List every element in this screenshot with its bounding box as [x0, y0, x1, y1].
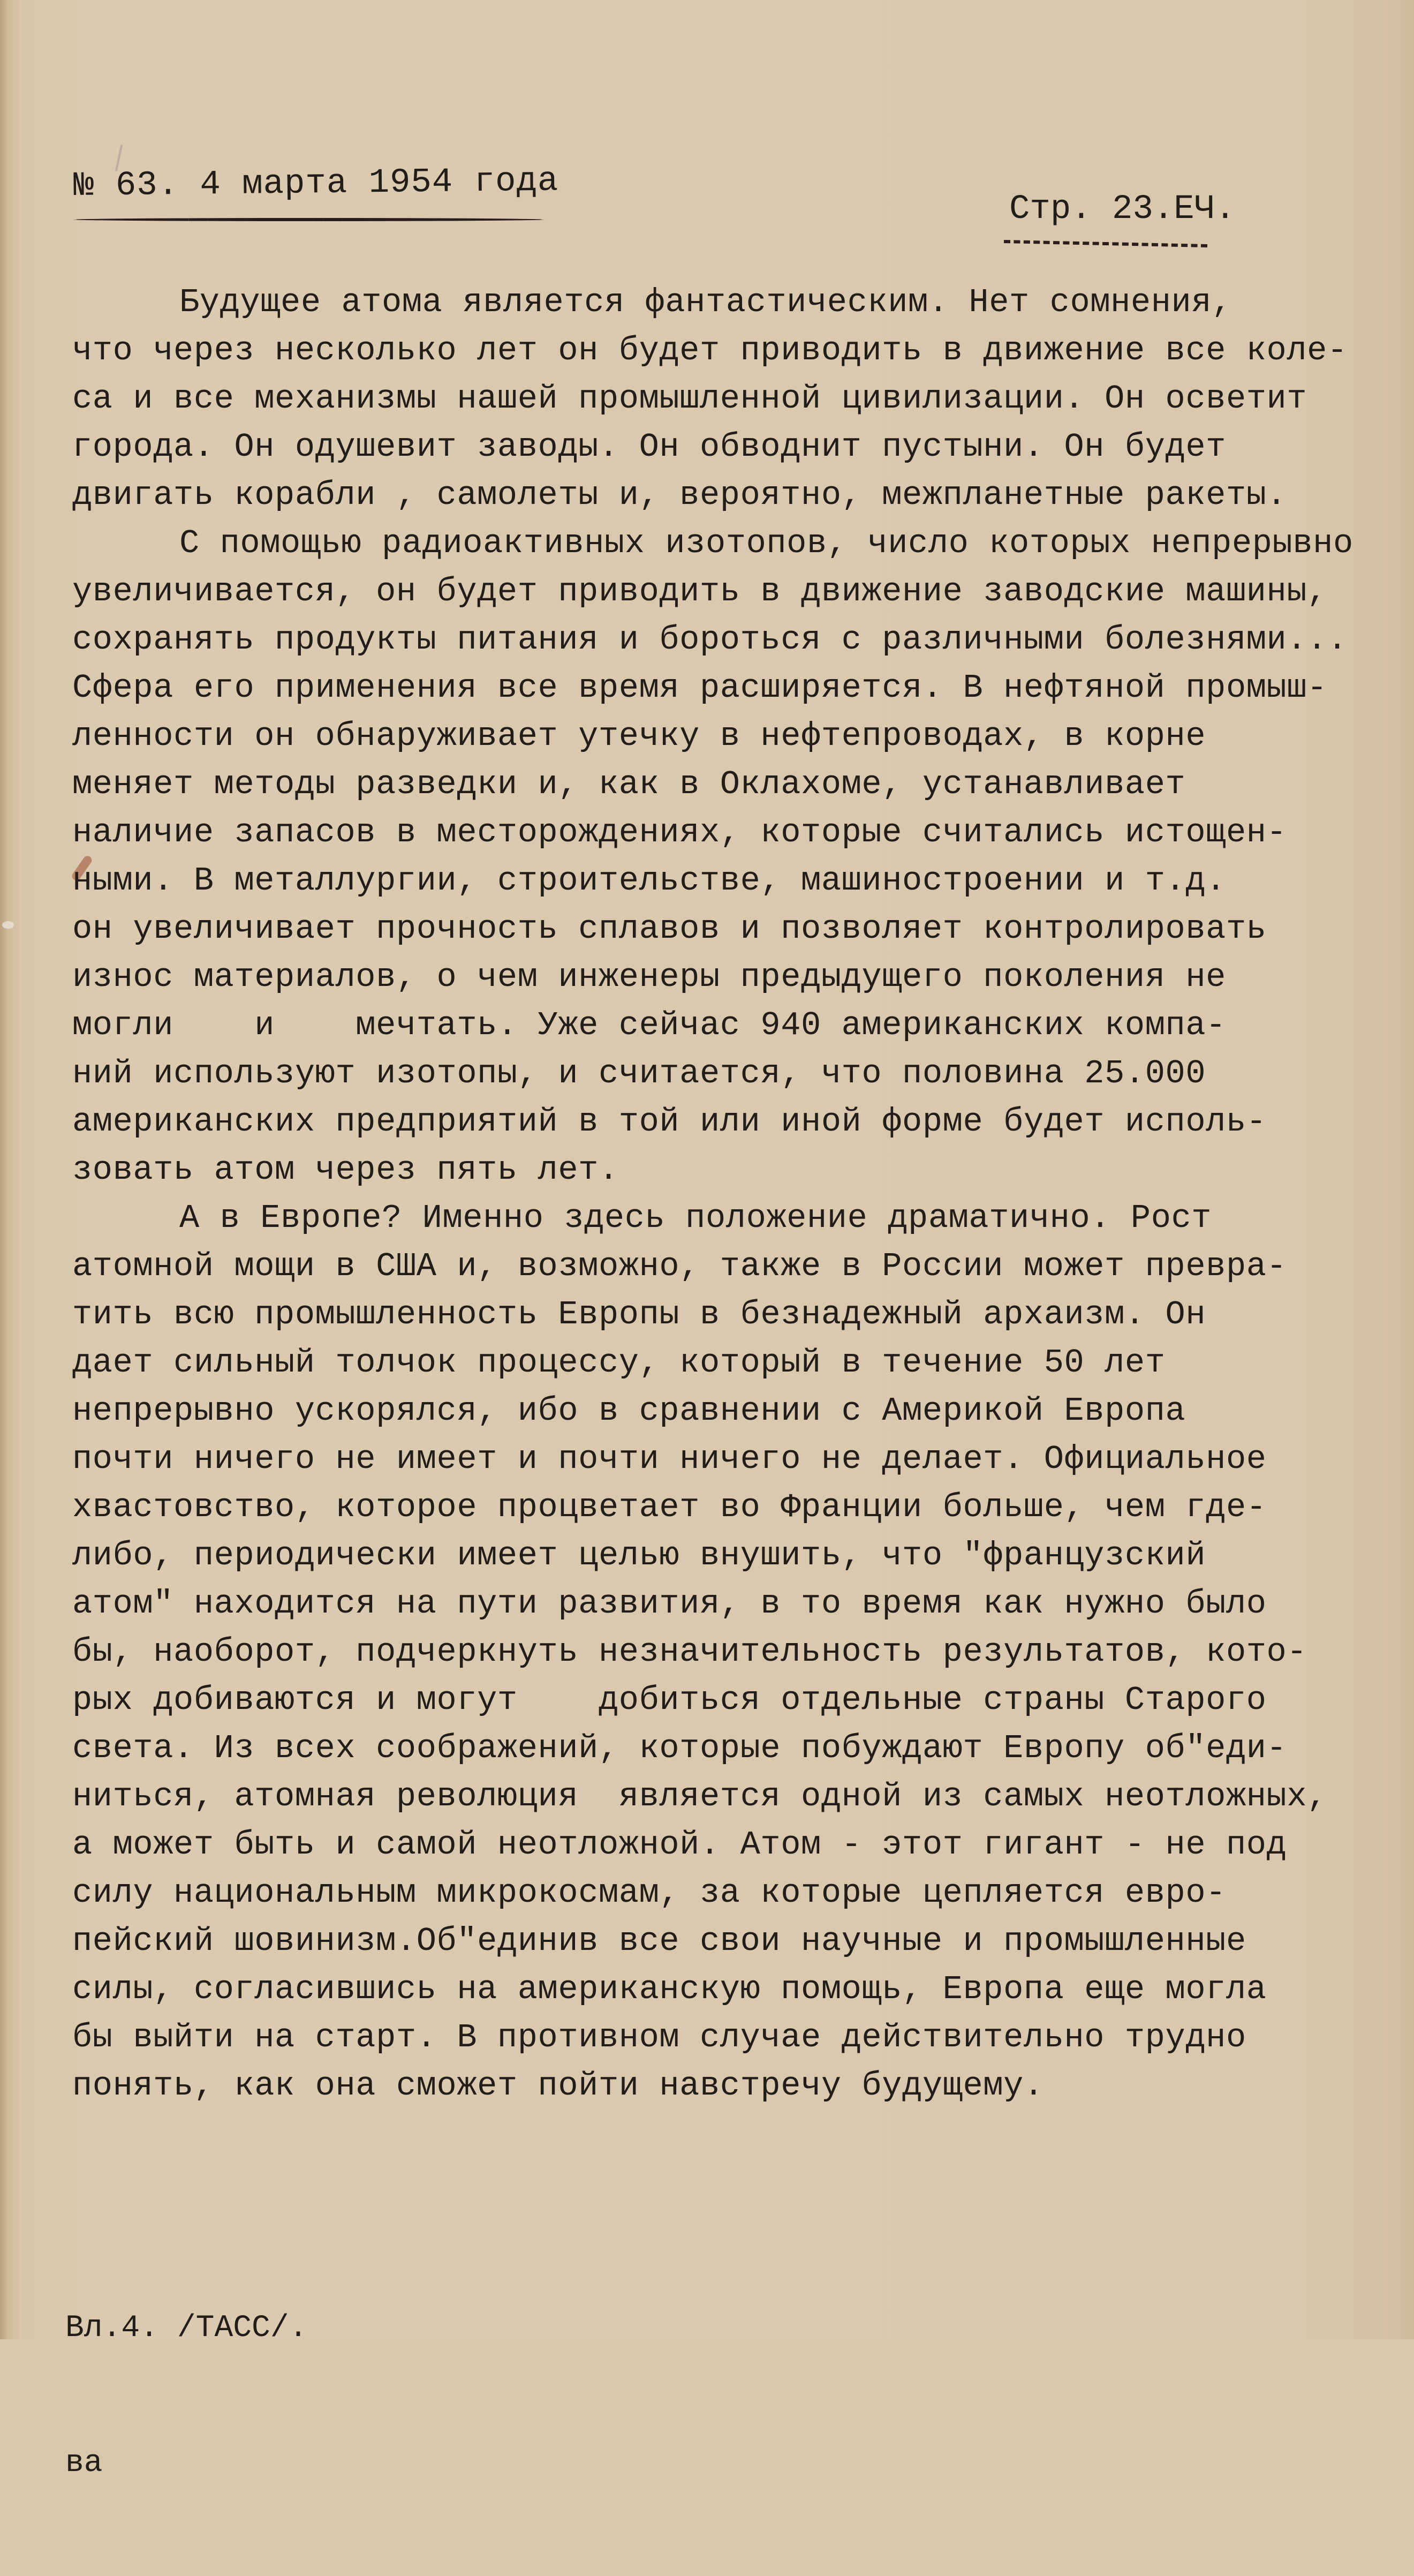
typist-initials: ва: [65, 2446, 103, 2481]
text-line: света. Из всех соображений, которые побуждают Европу об"еди-: [72, 1729, 1287, 1767]
text-line: бы, наоборот, подчеркнуть незначительность результатов, кото-: [72, 1633, 1307, 1671]
text-line: силу национальным микрокосмам, за которые цепляется евро-: [72, 1874, 1226, 1912]
text-line: увеличивается, он будет приводить в движение заводские машины,: [72, 573, 1327, 611]
paragraph-first-line: С помощью радиоактивных изотопов, число которых непрерывно: [179, 524, 1353, 562]
text-line: меняет методы разведки и, как в Оклахоме, устанавливает: [72, 765, 1186, 803]
text-line: атом" находится на пути развития, в то время как нужно было: [72, 1585, 1267, 1623]
footer: [65, 2216, 307, 2576]
text-line: силы, согласившись на американскую помощь, Европа еще могла: [72, 1970, 1267, 2008]
text-line: пейский шовинизм.Об"единив все свои научные и промышленные: [72, 1922, 1246, 1960]
text-line: города. Он одушевит заводы. Он обводнит пустыни. Он будет: [72, 428, 1226, 466]
text-line: ниться, атомная революция является одной из самых неотложных,: [72, 1777, 1327, 1816]
text-line: американских предприятий в той или иной форме будет исполь-: [72, 1103, 1267, 1141]
text-line: бы выйти на старт. В противном случае действительно трудно: [72, 2018, 1246, 2057]
paragraph-first-line: Будущее атома является фантастическим. Нет сомнения,: [179, 283, 1232, 321]
text-line: са и все механизмы нашей промышленной цивилизации. Он осветит: [72, 380, 1307, 418]
page-number-underline: [1004, 240, 1207, 247]
text-line: хвастовство, которое процветает во Франции больше, чем где-: [72, 1488, 1267, 1526]
text-line: Сфера его применения все время расширяется. В нефтяной промыш-: [72, 669, 1327, 707]
text-line: сохранять продукты питания и бороться с различными болезнями...: [72, 621, 1348, 659]
text-line: что через несколько лет он будет приводить в движение все коле-: [72, 332, 1348, 370]
text-line: тить всю промышленность Европы в безнадежный архаизм. Он: [72, 1295, 1206, 1334]
text-line: понять, как она сможет пойти навстречу будущему.: [72, 2067, 1044, 2105]
text-line: могли и мечтать. Уже сейчас 940 американских компа-: [72, 1006, 1226, 1044]
text-line: почти ничего не имеет и почти ничего не делает. Официальное: [72, 1440, 1267, 1478]
paper-edge: [0, 0, 7, 2339]
text-line: а может быть и самой неотложной. Атом - этот гигант - не под: [72, 1826, 1287, 1864]
text-line: ний используют изотопы, и считается, что половина 25.000: [72, 1054, 1206, 1093]
text-line: дает сильный толчок процессу, который в течение 50 лет: [72, 1344, 1166, 1382]
text-line: наличие запасов в месторождениях, которые считались истощен-: [72, 814, 1287, 852]
source-attribution: Вл.4. /ТАСС/.: [65, 2311, 308, 2346]
punch-hole: [2, 921, 14, 929]
text-line: атомной мощи в США и, возможно, также в России может превра-: [72, 1247, 1287, 1285]
text-line: двигать корабли , самолеты и, вероятно, межпланетные ракеты.: [72, 476, 1287, 514]
text-line: износ материалов, о чем инженеры предыдущего поколения не: [72, 958, 1226, 996]
text-line: непрерывно ускорялся, ибо в сравнении с Америкой Европа: [72, 1392, 1186, 1430]
text-line: ленности он обнаруживает утечку в нефтепроводах, в корне: [72, 717, 1206, 755]
article-body: [72, 278, 1357, 2110]
paragraph-first-line: А в Европе? Именно здесь положение драматично. Рост: [179, 1199, 1212, 1237]
page-number: Стр. 23.ЕЧ.: [1009, 190, 1236, 229]
issue-date-heading: № 63. 4 марта 1954 года: [73, 162, 559, 206]
text-line: либо, периодически имеет целью внушить, что "французский: [72, 1536, 1206, 1575]
text-line: ными. В металлургии, строительстве, машиностроении и т.д.: [72, 862, 1226, 900]
text-line: зовать атом через пять лет.: [72, 1151, 619, 1189]
heading-underline: [73, 218, 545, 221]
text-line: рых добиваются и могут добиться отдельные страны Старого: [72, 1681, 1267, 1719]
text-line: он увеличивает прочность сплавов и позволяет контролировать: [72, 910, 1267, 948]
